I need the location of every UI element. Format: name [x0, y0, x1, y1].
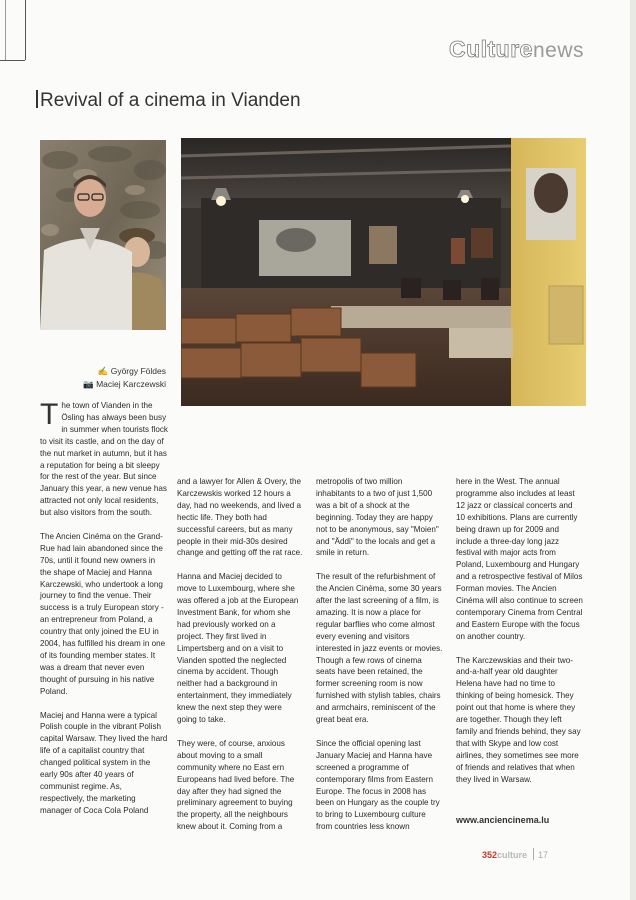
pen-icon: ✍ [97, 366, 111, 376]
paragraph: The Ancien Cinéma on the Grand-Rue had lain abandoned since the 70s, until it found new owners in the shape of Maciej and Hanna Karczewski, who undertook a long journey to find the venue. Their success is a truly European story - an entrepreneur from Poland, a country that only joined the EU in 2004, has fulfilled his dream in one of its founding member states. It was a dream that never even thought of pursuing in his native Poland. [40, 531, 166, 696]
footer-separator [533, 848, 534, 860]
article-credits [40, 365, 166, 391]
paragraph: The Karczewskias and their two-and-a-half year old daughter Helena have had no time to thinking of being homesick. They point out that home is where they are together. Though they left family and friends behind, they say that with Skype and low cost airlines, they sometimes see more of friends and relatives that when they lived in Warsaw. [456, 655, 581, 784]
crop-mark-horizontal [0, 60, 25, 61]
paragraph: They were, of course, anxious about moving to a small community where no East ern Europeans had lived before. The day after they had signed the preliminary agreement to buying the property, all the neighbours knew about it. Coming from a [177, 738, 295, 832]
section-name-news: news [532, 39, 584, 62]
cinema-interior-photo [181, 138, 586, 406]
photographer-name: Maciej Karczewski [96, 379, 166, 389]
page-number: 17 [538, 850, 549, 860]
page-edge-shadow [630, 0, 636, 900]
website-link[interactable]: www.anciencinema.lu [456, 815, 550, 825]
cinema-illustration [181, 138, 586, 406]
footer-brand-word: culture [497, 850, 528, 860]
author-name: György Földes [110, 366, 166, 376]
column-3 [316, 476, 443, 845]
title-bar-mark [36, 90, 38, 108]
crop-mark-vertical [25, 0, 26, 60]
paragraph: Hanna and Maciej decided to move to Luxembourg, where she was offered a job at the European Investment Bank, for whom she had previously worked on a project. They first lived in Limpertsberg and on a visit to Vianden spotted the neglected cinema by accident. Though neither had a background in entertainment, they immediately knew the next step they were going to take. [177, 572, 299, 725]
paragraph: here in the West. The annual programme also includes at least 12 jazz or classical concerts and 10 exhibitions. Plans are currently being drawn up for 2009 and include a three-day long jazz festival with major acts from Poland, Luxembourg and Hungary and a retrospective festival of Milos Forman movies. The Ancien Cinéma will also continue to screen contemporary Cinema from Central and Eastern Europe with the focus on another country. [456, 477, 583, 641]
section-header [449, 36, 584, 63]
drop-cap: T [40, 398, 59, 431]
page-footer [482, 848, 548, 860]
section-name-culture: Culture [448, 36, 533, 62]
paragraph-text: he town of Vianden in the Ösling has always been busy in summer when tourists flock to visit its castle, and on the day of the nut market in autumn, but it has a reputation for being a bit sleepy for the rest of the year. But since January this year, a new venue has attracted not only local residents, but also visitors from the south. [40, 401, 168, 518]
column-4 [456, 476, 583, 797]
camera-icon: 📷 [83, 379, 97, 389]
footer-brand-number: 352 [482, 850, 498, 860]
paragraph: and a lawyer for Allen & Overy, the Karczewskis worked 12 hours a day, had no weekends, and lived a hectic life. They both had successful careers, but as many people in their mid-30s desired change and getting off the rat race. [177, 477, 303, 558]
paragraph: Maciej and Hanna were a typical Polish couple in the vibrant Polish capital Warsaw. They lived the hard life of a capitalist country that changed political system in the early 90s after 40 years of communist regime. As, respectively, the marketing manager of Coca Cola Poland [40, 710, 168, 815]
crop-mark-vertical-outer [5, 0, 6, 60]
owners-portrait-photo [40, 140, 166, 330]
paragraph: The result of the refurbishment of the Ancien Cinéma, some 30 years after the last screening of a film, is amazing. It is now a place for regular barflies who come almost every evening and visitors interested in jazz events or movies. Though a few rows of cinema seats have been retained, the former screening room is now furnished with stylish tables, chairs and armchairs, reminiscent of the great beat era. [316, 572, 443, 725]
article-title: Revival of a cinema in Vianden [40, 90, 301, 111]
author-credit [40, 365, 166, 378]
paragraph: Since the official opening last January Maciej and Hanna have screened a programme of contemporary films from Eastern Europe. The focus in 2008 has been on Hungary as the couple try to bring to Luxembourg culture from countries less known [316, 738, 440, 832]
article-title-wrap [36, 90, 301, 112]
photo-credit [40, 378, 166, 391]
paragraph [40, 400, 168, 519]
column-2 [177, 476, 303, 845]
paragraph: metropolis of two million inhabitants to a two of just 1,500 was a bit of a shock at the beginning. Today they are happy not to be anonymous, say "Moien" and "Äddi" to the locals and get a smile in return. [316, 477, 439, 558]
portrait-illustration [40, 140, 166, 330]
column-1 [40, 400, 168, 829]
